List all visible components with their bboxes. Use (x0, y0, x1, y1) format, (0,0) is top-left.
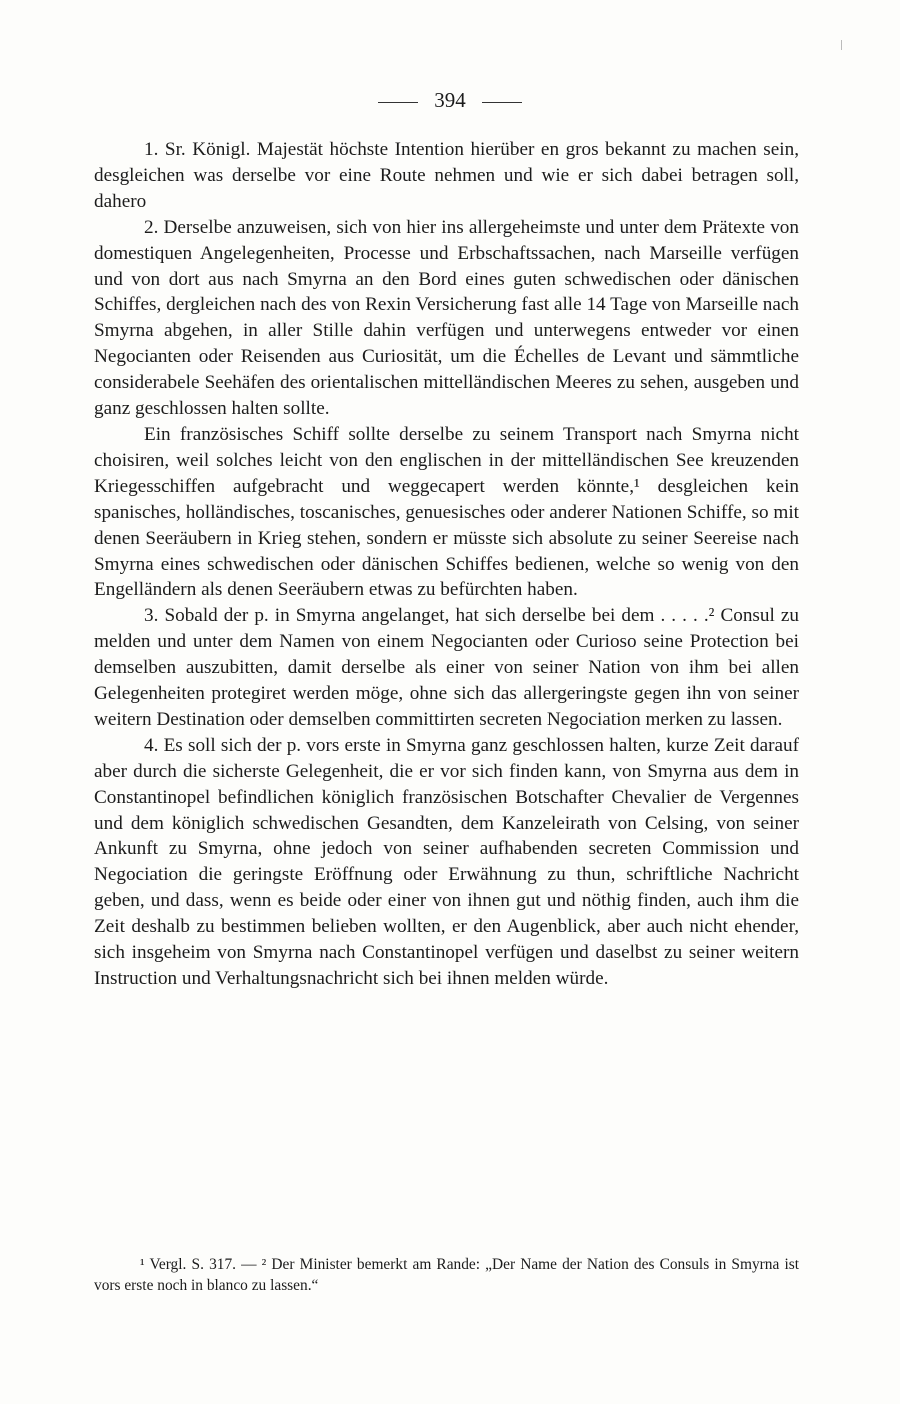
paragraph-1: 1. Sr. Königl. Majestät höchste Intention hierüber en gros bekannt zu machen sein, desgleichen was derselbe vor eine Route nehmen und wie er sich dabei betragen soll, dahero (94, 139, 799, 212)
paragraph-5: 4. Es soll sich der p. vors erste in Smyrna ganz geschlossen halten, kurze Zeit darauf aber durch die sicherste Gelegenheit, die er vor sich finden kann, von Smyrna aus dem in Constantinopel befindlichen königlich französischen Botschafter Chevalier de Vergennes und dem königlich schwedischen Gesandten, dem Kanzeleirath von Celsing, von seiner Ankunft zu Smyrna, ohne jedoch von seiner aufhabenden secreten Commission und Negociation die geringste Eröffnung oder Erwähnung zu thun, schriftliche Nachricht geben, und dass, wenn es beide oder einer von ihnen gut und nöthig finden, auch ihm die Zeit deshalb zu bestimmen belieben wollten, er den Augenblick, aber auch nicht ehender, sich insgeheim von Smyrna nach Constantinopel verfügen und daselbst zu seiner weitern Instruction und Verhaltungsnachricht sich bei ihnen melden würde. (94, 734, 799, 989)
footnotes (94, 1254, 799, 1296)
paragraph-3: Ein französisches Schiff sollte derselbe zu seinem Transport nach Smyrna nicht choisiren, weil solches leicht von den englischen in der mittelländischen See kreuzenden Kriegesschiffen aufgebracht und weggecapert werden könnte,¹ desgleichen kein spanisches, holländisches, toscanisches, genuesisches oder anderer Nationen Schiffe, so mit denen Seeräubern in Krieg stehen, sondern er müsste sich absolute zu seiner Seereise nach Smyrna eines schwedischen oder dänischen Schiffes bedienen, welche so wenig von den Engelländern als denen Seeräubern etwas zu befürchten haben. (94, 423, 799, 601)
footnote-text: ¹ Vergl. S. 317. — ² Der Minister bemerkt am Rande: „Der Name der Nation des Consuls in Smyrna ist vors erste noch in blanco zu lassen.“ (94, 1256, 799, 1294)
page-header (0, 88, 900, 113)
header-rule-right (482, 102, 522, 103)
page-number: 394 (434, 88, 466, 112)
header-rule-left (378, 102, 418, 103)
paragraph-2: 2. Derselbe anzuweisen, sich von hier ins allergeheimste und unter dem Prätexte von domestiquen Angelegenheiten, Processe und Erbschaftssachen, nach Marseille verfügen und von dort aus nach Smyrna an den Bord eines guten schwedischen oder dänischen Schiffes, dergleichen nach des von Rexin Versicherung fast alle 14 Tage von Marseille nach Smyrna abgehen, in aller Stille dahin verfügen und unterwegens entweder vor einen Negocianten oder Reisenden aus Curiosität, um die Échelles de Levant und sämmtliche considerabele Seehäfen des orientalischen mittelländischen Meeres zu sehen, ausgeben und ganz geschlossen halten sollte. (94, 216, 799, 420)
paragraph-4: 3. Sobald der p. in Smyrna angelanget, hat sich derselbe bei dem . . . . .² Consul zu melden und unter dem Namen von einem Negocianten oder Curioso seine Protection bei demselben auszubitten, damit derselbe als einer von seiner Nation von ihm bei allen Gelegenheiten protegiret werden möge, ohne sich das allergeringste gegen ihn von seiner weitern Destination oder demselben committirten secreten Negociation merken zu lassen. (94, 605, 799, 730)
main-text (94, 137, 799, 992)
scan-artifact (841, 40, 842, 50)
